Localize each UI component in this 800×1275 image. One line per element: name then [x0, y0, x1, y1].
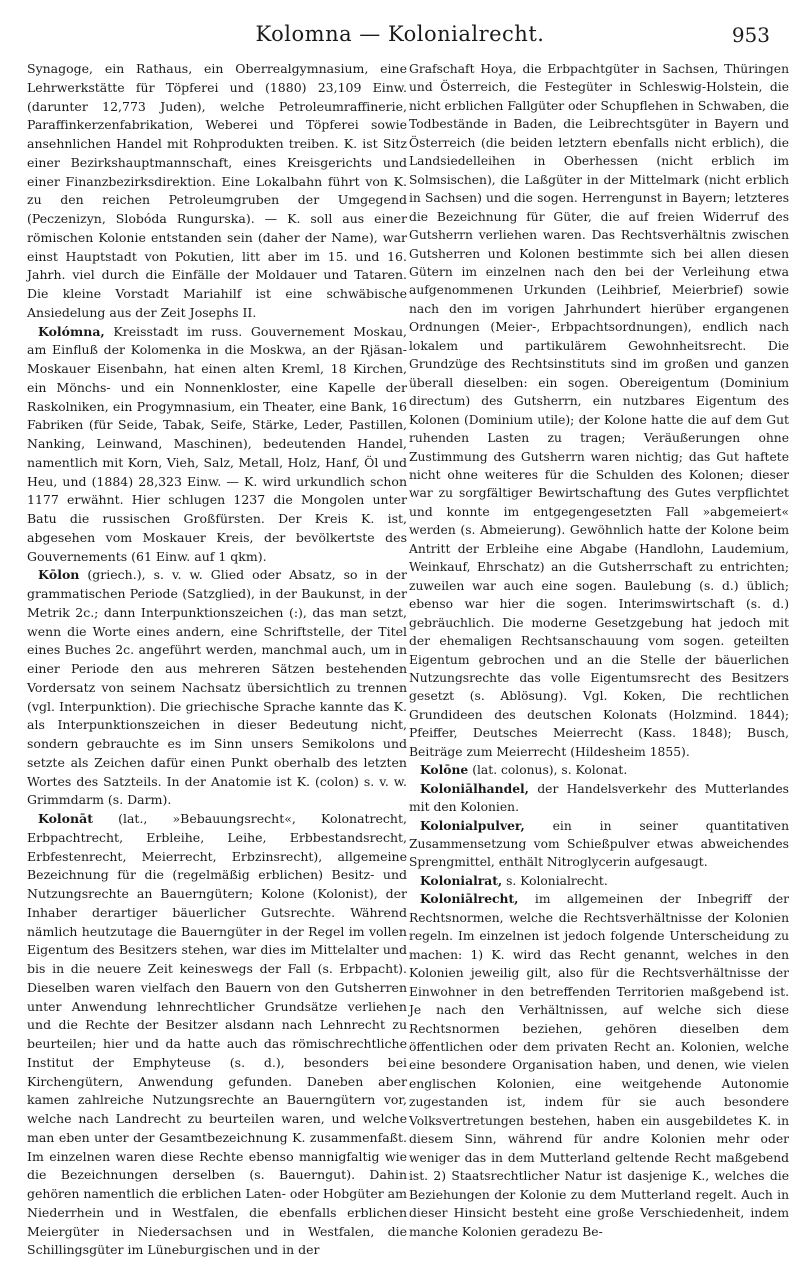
entry-text: ein in seiner quantitativen Zusammensetzung vom Schießpulver etwas abweichendes Sprengmittel, enthält Nitroglycerin aufgesaugt. — [409, 818, 789, 870]
entry-kolomna — [27, 323, 407, 567]
entry-continuation: Grafschaft Hoya, die Erbpachtgüter in Sachsen, Thüringen und Österreich, die Festegüter in Schleswig-Holstein, die nicht erblichen Fallgüter oder Schupflehen in Schwaben, die Todbestände in Baden, die Leibrechtsgüter in Bayern und Österreich (die beiden letztern ebenfalls nicht erblich), die Landsiedelleihen in Oberhessen (nicht erblich im Solmsischen), die Laßgüter in der Mittelmark (nicht erblich in Sachsen) und die sogen. Herrengunst in Bayern; letzteres die Bezeichnung für Güter, die auf freien Widerruf des Gutsherrn verliehen waren. Das Rechtsverhältnis zwischen Gutsherren und Kolonen bestimmte sich bei allen diesen Gütern im einzelnen nach den bei der Verleihung etwa aufgenommenen Urkunden (Leihbrief, Meierbrief) sowie nach den im vorigen Jahrhundert hierüber ergangenen Ordnungen (Meier-, Erbpachtsordnungen), endlich nach lokalem und partikulärem Gewohnheitsrecht. Die Grundzüge des Rechtsinstituts sind im großen und ganzen überall dieselben: ein sogen. Obereigentum (Dominium directum) des Gutsherrn, ein nutzbares Eigentum des Kolonen (Dominium utile); der Kolone hatte die auf dem Gut ruhenden Lasten zu tragen; Veräußerungen ohne Zustimmung des Gutsherrn waren nichtig; das Gut haftete nicht ohne weiteres für die Schulden des Kolonen; dieser war zu sorgfältiger Bewirtschaftung des Gutes verpflichtet und konnte im entgegengesetzten Fall »abgemeiert« werden (s. Abmeierung). Gewöhnlich hatte der Kolone beim Antritt der Erbleihe eine Abgabe (Handlohn, Laudemium, Weinkauf, Ehrschatz) an die Gutsherrschaft zu entrichten; zuweilen war auch eine sogen. Baulebung (s. d.) üblich; ebenso war hier die sogen. Interimswirtschaft (s. d.) gebräuchlich. Die moderne Gesetzgebung hat jedoch mit der ehemaligen Rechtsanschauung vom sogen. geteilten Eigentum gebrochen und an die Stelle der bäuerlichen Nutzungsrechte das volle Eigentumsrecht des Besitzers gesetzt (s. Ablösung). Vgl. Koken, Die rechtlichen Grundideen des deutschen Kolonats (Holzmind. 1844); Pfeiffer, Deutsches Meierrecht (Kass. 1848); Busch, Beiträge zum Meierrecht (Hildesheim 1855). — [409, 62, 789, 759]
lemma-kolon: Kōlon — [38, 567, 80, 583]
lemma-kolonialrecht: Koloniālrecht, — [420, 891, 519, 907]
entry-continuation: Synagoge, ein Rathaus, ein Oberrealgymnasium, eine Lehrwerkstätte für Töpferei und (1880) 23,109 Einw. (darunter 12,773 Juden), welche Petroleumraffinerie, Paraffinkerzenfabrikation, Weberei und Töpferei sowie ansehnlichen Handel mit Rohprodukten treiben. K. ist Sitz einer Bezirkshauptmannschaft, eines Kreisgerichts und einer Finanzbezirksdirektion. Eine Lokalbahn führt von K. zu den reichen Petroleumgruben der Umgegend (Peczenizyn, Slobóda Rungurska). — K. soll aus einer römischen Kolonie entstanden sein (daher der Name), war einst Hauptstadt von Pokutien, litt aber im 15. und 16. Jahrh. viel durch die Einfälle der Moldauer und Tataren. Die kleine Vorstadt Mariahilf ist eine schwäbische Ansiedelung aus der Zeit Josephs II. — [27, 61, 407, 320]
lemma-kolonialhandel: Koloniālhandel, — [420, 780, 529, 796]
entry-text: (lat. colonus), s. Kolonat. — [472, 763, 628, 778]
entry-kolone — [409, 761, 789, 779]
running-head — [0, 22, 800, 54]
right-column — [409, 60, 789, 1241]
entry-kolonialrat — [409, 872, 789, 890]
entry-kolon — [27, 566, 407, 810]
entry-text: (griech.), s. v. w. Glied oder Absatz, so in der grammatischen Periode (Satzglied), in der Baukunst, in der Metrik 2c.; dann Interpunktionszeichen (:), das man setzt, wenn die Worte eines andern, eine Schriftstelle, der Titel eines Buches 2c. angeführt werden, manchmal auch, um in einer Periode den aus mehreren Sätzen bestehenden Vordersatz von seinem Nachsatz übersichtlich zu trennen (vgl. Interpunktion). Die griechische Sprache kannte das K. als Interpunktionszeichen in dieser Bedeutung nicht, sondern gebrauchte es im Sinn unsers Semikolons und setzte als Zeichen dafür einen Punkt oberhalb des letzten Wortes des Satzteils. In der Anatomie ist K. (colon) s. v. w. Grimmdarm (s. Darm). — [27, 567, 407, 808]
lemma-kolonat: Kolonāt — [38, 811, 93, 826]
entry-kolonat — [27, 810, 407, 1260]
lemma-kolone: Kolōne — [420, 762, 469, 778]
entry-text: der Handelsverkehr des Mutterlandes mit den Kolonien. — [409, 781, 789, 815]
entry-text: (lat., »Bebauungsrecht«, Kolonatrecht, Erbpachtrecht, Erbleihe, Leihe, Erbbestandsrecht, Erbfestenrecht, Meierrecht, Erbzinsrecht), allgemeine Bezeichnung für die (regelmäßig erblichen) Besitz- und Nutzungsrechte an Bauerngütern; Kolone (Kolonist), der Inhaber derartiger bäuerlicher Gutsrechte. Während nämlich heutzutage die Bauerngüter in der Regel im vollen Eigentum des Besitzers stehen, war dies im Mittelalter und bis in die neuere Zeit keineswegs der Fall (s. Erbpacht). Dieselben waren vielfach den Bauern von den Gutsherren unter Anwendung lehnrechtlicher Grundsätze verliehen und die Rechte der Besitzer alsdann nach Lehnrecht zu beurteilen; hier und da hatte auch das römischrechtliche Institut der Emphyteuse (s. d.), besonders bei Kirchengütern, Anwendung gefunden. Daneben aber kamen zahlreiche Nutzungsrechte an Bauerngütern vor, welche nach Landrecht zu beurteilen waren, und welche man eben unter der Gesamtbezeichnung K. zusammenfaßt. Im einzelnen waren diese Rechte ebenso mannigfaltig wie die Bezeichnungen derselben (s. Bauerngut). Dahin gehören namentlich die erblichen Laten- oder Hobgüter am Niederrhein und in Westfalen, die ebenfalls erblichen Meiergüter in Niedersachsen und in Westfalen, die Schillingsgüter im Lüneburgischen und in der — [27, 811, 407, 1258]
left-column — [27, 60, 407, 1260]
entry-text: s. Kolonialrecht. — [506, 873, 608, 888]
lemma-kolomna: Kolómna, — [38, 323, 105, 339]
lemma-kolonialpulver: Kolonialpulver, — [420, 817, 525, 833]
page-title: Kolomna — Kolonialrecht. — [255, 22, 545, 46]
entry-text: im allgemeinen der Inbegriff der Rechtsnormen, welche die Rechtsverhältnisse der Kolonien regeln. Im einzelnen ist jedoch folgende Unterscheidung zu machen: 1) K. wird das Recht genannt, welches in den Kolonien jeweilig gilt, also für die Rechtsverhältnisse der Einwohner in den betreffenden Territorien maßgebend ist. Je nach den Verhältnissen, auf welche sich diese Rechtsnormen beziehen, gehören dieselben dem öffentlichen oder dem privaten Recht an. Kolonien, welche eine besondere Organisation haben, und denen, wie vielen englischen Kolonien, eine weitgehende Autonomie zugestanden ist, indem für sie auch besondere Volksvertretungen bestehen, haben ein ausgebildetes K. in diesem Sinn, während für andre Kolonien mehr oder weniger das in dem Mutterland geltende Recht maßgebend ist. 2) Staatsrechtlicher Natur ist dasjenige K., welches die Beziehungen der Kolonie zu dem Mutterland regelt. Auch in dieser Hinsicht besteht eine große Verschiedenheit, indem manche Kolonien geradezu Be- — [409, 892, 789, 1239]
page-number: 953 — [731, 23, 770, 47]
entry-kolonialpulver — [409, 817, 789, 872]
entry-kolonialrecht — [409, 890, 789, 1241]
entry-kolonialhandel — [409, 780, 789, 817]
lemma-kolonialrat: Kolonialrat, — [420, 872, 503, 888]
entry-text: Kreisstadt im russ. Gouvernement Moskau, am Einfluß der Kolomenka in die Moskwa, an der Rjäsan-Moskauer Eisenbahn, hat einen alten Kreml, 18 Kirchen, ein Mönchs- und ein Nonnenkloster, eine Kapelle der Raskolniken, ein Progymnasium, ein Theater, eine Bank, 16 Fabriken (für Seide, Tabak, Seife, Stärke, Leder, Pastillen, Nanking, Leinwand, Maschinen), bedeutenden Handel, namentlich mit Korn, Vieh, Salz, Metall, Holz, Hanf, Öl und Heu, und (1884) 28,323 Einw. — K. wird urkundlich schon 1177 erwähnt. Hier schlugen 1237 die Mongolen unter Batu die russischen Großfürsten. Der Kreis K. ist, abgesehen vom Moskauer Kreis, der bevölkertste des Gouvernements (61 Einw. auf 1 qkm). — [27, 323, 407, 564]
